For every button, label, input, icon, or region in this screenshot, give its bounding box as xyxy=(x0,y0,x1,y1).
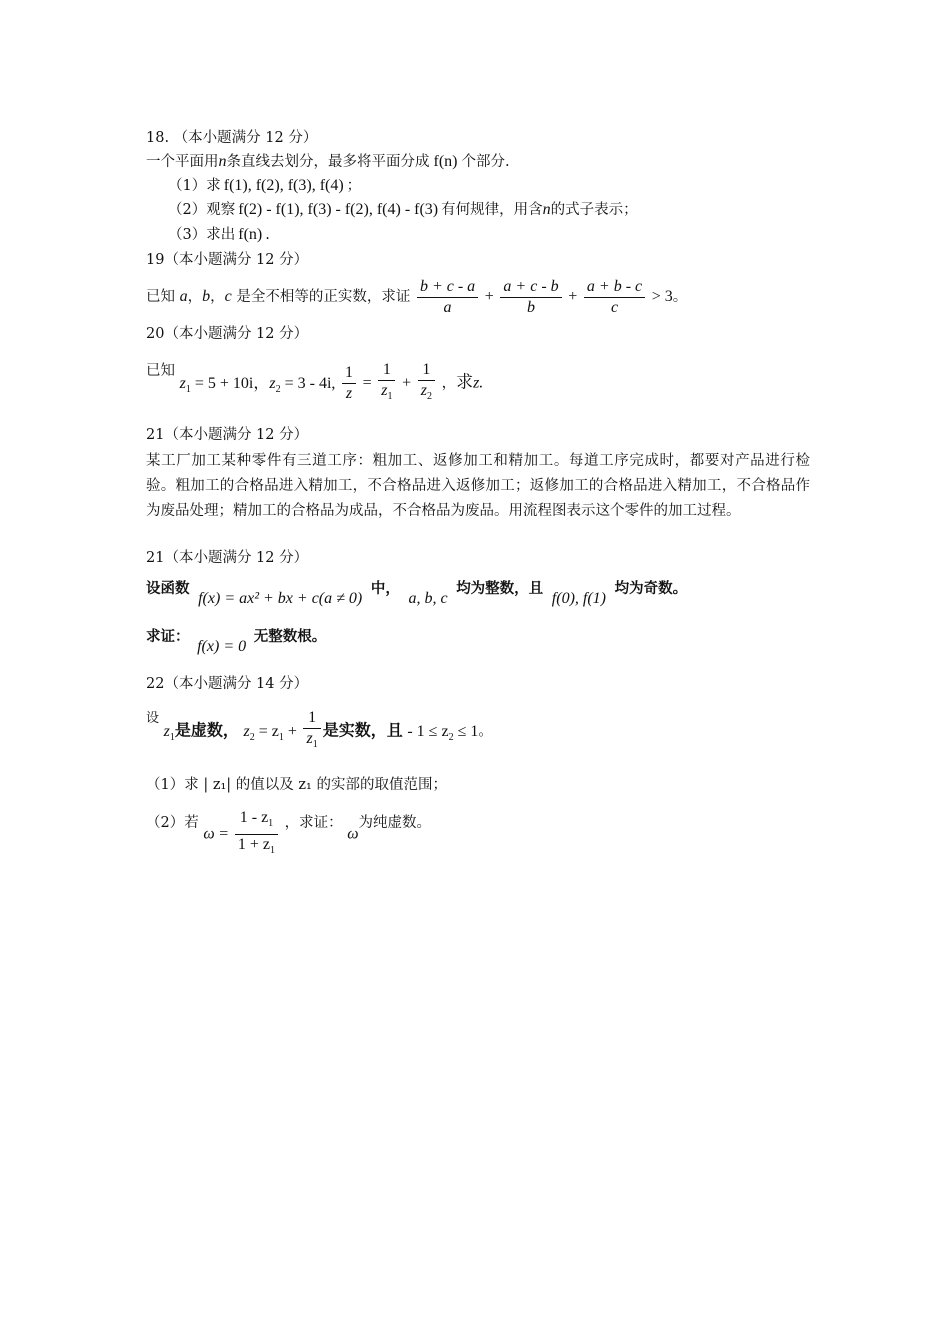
q19-plus-1: + xyxy=(484,288,494,305)
q21b-header: 21（本小题满分 12 分） xyxy=(146,550,309,566)
q21a-body: 某工厂加工某种零件有三道工序：粗加工、返修加工和精加工。每道工序完成时，都要对产品进行检验。粗加工的合格品进入精加工，不合格品进入返修加工；返修加工的合格品进入精加工，不合格品作为废品处理；精加工的合格品为成品，不合格品为废品。用流程图表示这个零件的加工过程。 xyxy=(146,453,810,519)
q22-header: 22（本小题满分 14 分） xyxy=(146,676,309,692)
q20-z2-expr: = 3 - 4i xyxy=(284,374,332,392)
q19-var-a: a xyxy=(179,288,188,305)
q20-end-var: z. xyxy=(473,374,484,392)
q22-p2-end: 为纯虚数。 xyxy=(358,815,432,831)
q22-frac-num: 1 xyxy=(303,708,320,729)
q22-ineq: - 1 ≤ z xyxy=(407,722,449,740)
q18-p3-end: . xyxy=(265,227,270,243)
q18-stem-pre: 一个平面用 xyxy=(146,154,219,170)
q18-p2-math: f(2) - f(1), f(3) - f(2), f(4) - f(3) xyxy=(238,201,439,218)
q20-plus: + xyxy=(402,374,412,392)
q18-header: 18. （本小题满分 12 分） xyxy=(146,130,318,146)
q18-stem-fn: f(n) xyxy=(433,153,458,170)
q22-z2-def: z xyxy=(243,722,250,740)
q20-header: 20（本小题满分 12 分） xyxy=(146,326,309,342)
q22-z1: z xyxy=(163,722,170,740)
q22-plus: + xyxy=(287,722,297,740)
q19-sep-2: ， xyxy=(210,289,225,305)
q19-f2-num: a + c - b xyxy=(500,277,561,298)
q19-f3-den: c xyxy=(610,298,619,316)
q18-part2 xyxy=(168,200,638,220)
q19-fraction-3 xyxy=(584,277,645,318)
q21b-end: 均为奇数。 xyxy=(614,581,688,597)
q20-end-text: 求 xyxy=(456,372,474,393)
q22-stem-pre: 设 xyxy=(146,711,160,726)
q21b-mid1: 中， xyxy=(370,581,400,597)
q18-p2-end: 的式子表示； xyxy=(550,202,638,218)
q18-p3-label: （3）求出 xyxy=(168,227,236,243)
q18-stem-mid: 条直线去划分，最多将平面分成 xyxy=(226,154,430,170)
q21b-prove-pre: 求证： xyxy=(146,629,190,645)
q18-stem xyxy=(146,152,510,172)
q18-part3 xyxy=(168,225,270,245)
q18-p2-mid: 有何规律，用含 xyxy=(441,202,543,218)
q19-rhs: > 3 xyxy=(651,288,673,305)
q19-f1-den: a xyxy=(443,298,452,316)
q18-p2-n: n xyxy=(542,201,551,218)
q22-p2-mid: ，求证： xyxy=(284,815,343,831)
q19-fraction-2 xyxy=(500,277,561,318)
q21b-prove-math: f(x) = 0 xyxy=(197,638,247,655)
q20-fraction-2: $\frac{1}{z_1}$ xyxy=(378,360,395,407)
q22-fraction: $\frac{1}{z_1}$ xyxy=(303,708,320,755)
q19-f2-den: b xyxy=(527,298,536,316)
q22-ineq-end: ≤ 1 xyxy=(457,722,479,740)
q22-frac-den: z xyxy=(306,730,313,747)
q18-p2-label: （2）观察 xyxy=(168,202,236,218)
q21b-stem-pre: 设函数 xyxy=(146,581,190,597)
q22-omega-fraction: $\frac{1 - z_1}{1 + z_1}$ xyxy=(235,808,278,861)
q22-real: 是实数，且 xyxy=(322,720,403,740)
q22-p2-pre: （2）若 xyxy=(146,815,199,831)
q19-var-c: c xyxy=(224,288,232,305)
q20-f3-num: 1 xyxy=(418,360,435,381)
q21b-stem xyxy=(146,576,688,607)
q19-end: 。 xyxy=(672,289,688,305)
q20-stem-pre: 已知 xyxy=(146,363,175,379)
q19-header: 19（本小题满分 12 分） xyxy=(146,252,309,268)
q19-stem xyxy=(146,276,687,318)
q22-omega-2: ω xyxy=(347,825,359,843)
q20-fraction-3: $\frac{1}{z_2}$ xyxy=(418,360,435,407)
q19-fraction-1 xyxy=(417,277,478,318)
q19-sep-1: ， xyxy=(187,289,203,305)
q22-part1: （1）求 | z₁| 的值以及 z₁ 的实部的取值范围； xyxy=(146,777,447,793)
q20-f1-den: z xyxy=(345,385,353,403)
q19-stem-pre: 已知 xyxy=(146,289,175,305)
q22-eq-z1: = z xyxy=(258,722,279,740)
q22-end: 。 xyxy=(478,723,493,740)
q18-p1-end: ； xyxy=(346,178,362,194)
q22-imag: 是虚数， xyxy=(174,720,239,740)
q21a-header: 21（本小题满分 12 分） xyxy=(146,427,309,443)
q20-z2-var: z xyxy=(269,374,276,392)
q22-part2 xyxy=(146,808,431,861)
q22-omega: ω xyxy=(203,825,215,843)
q21b-func: f(x) = ax² + bx + c(a ≠ 0) xyxy=(198,590,363,607)
q19-var-b: b xyxy=(202,288,211,305)
q20-eq: = xyxy=(362,374,372,392)
q19-f3-num: a + b - c xyxy=(584,277,645,298)
q18-p1-label: （1）求 xyxy=(168,178,221,194)
q18-part1 xyxy=(168,176,361,196)
q18-p3-math: f(n) xyxy=(238,226,263,243)
q22-p2-eq: = xyxy=(219,825,229,843)
q19-plus-2: + xyxy=(568,288,578,305)
q22-w-den: 1 + z xyxy=(237,836,271,854)
q21b-mid2: 均为整数，且 xyxy=(456,581,544,597)
q18-stem-n: n xyxy=(218,153,227,170)
q18-p1-math: f(1), f(2), f(3), f(4) xyxy=(223,177,344,194)
q20-f2-den: z xyxy=(381,382,388,399)
q20-f3-den: z xyxy=(420,382,427,399)
q21b-vals: f(0), f(1) xyxy=(551,590,606,607)
q20-fraction-1 xyxy=(342,363,356,404)
q21b-prove-end: 无整数根。 xyxy=(253,629,327,645)
q19-stem-mid: 是全不相等的正实数，求证 xyxy=(236,289,411,305)
q22-stem: 设 $z_1$是虚数， $z_2 = z_1$ + $\frac{1}{z_1}$ 是实数，且 - $1 \le z_2 \le 1$。 xyxy=(146,708,493,759)
q20-z1-var: z xyxy=(179,374,186,392)
q20-f1-num: 1 xyxy=(342,363,356,384)
q20-end-pre: ， xyxy=(441,375,457,392)
q18-stem-post: 个部分. xyxy=(461,154,510,170)
q19-f1-num: b + c - a xyxy=(417,277,478,298)
q20-stem: 已知 $z_1 = 5 + 10i$，$z_2 = 3 - 4i$, $\frac{1}{z}$ = $\frac{1}{z_1}$ + $\frac{1}{z_2}$ ，求z. xyxy=(146,360,483,411)
q22-w-num: 1 - z xyxy=(239,809,269,826)
q21b-vars: a, b, c xyxy=(408,590,448,607)
q21b-prove xyxy=(146,624,327,655)
q20-f2-num: 1 xyxy=(378,360,395,381)
q20-z1-expr: = 5 + 10i xyxy=(194,374,254,392)
